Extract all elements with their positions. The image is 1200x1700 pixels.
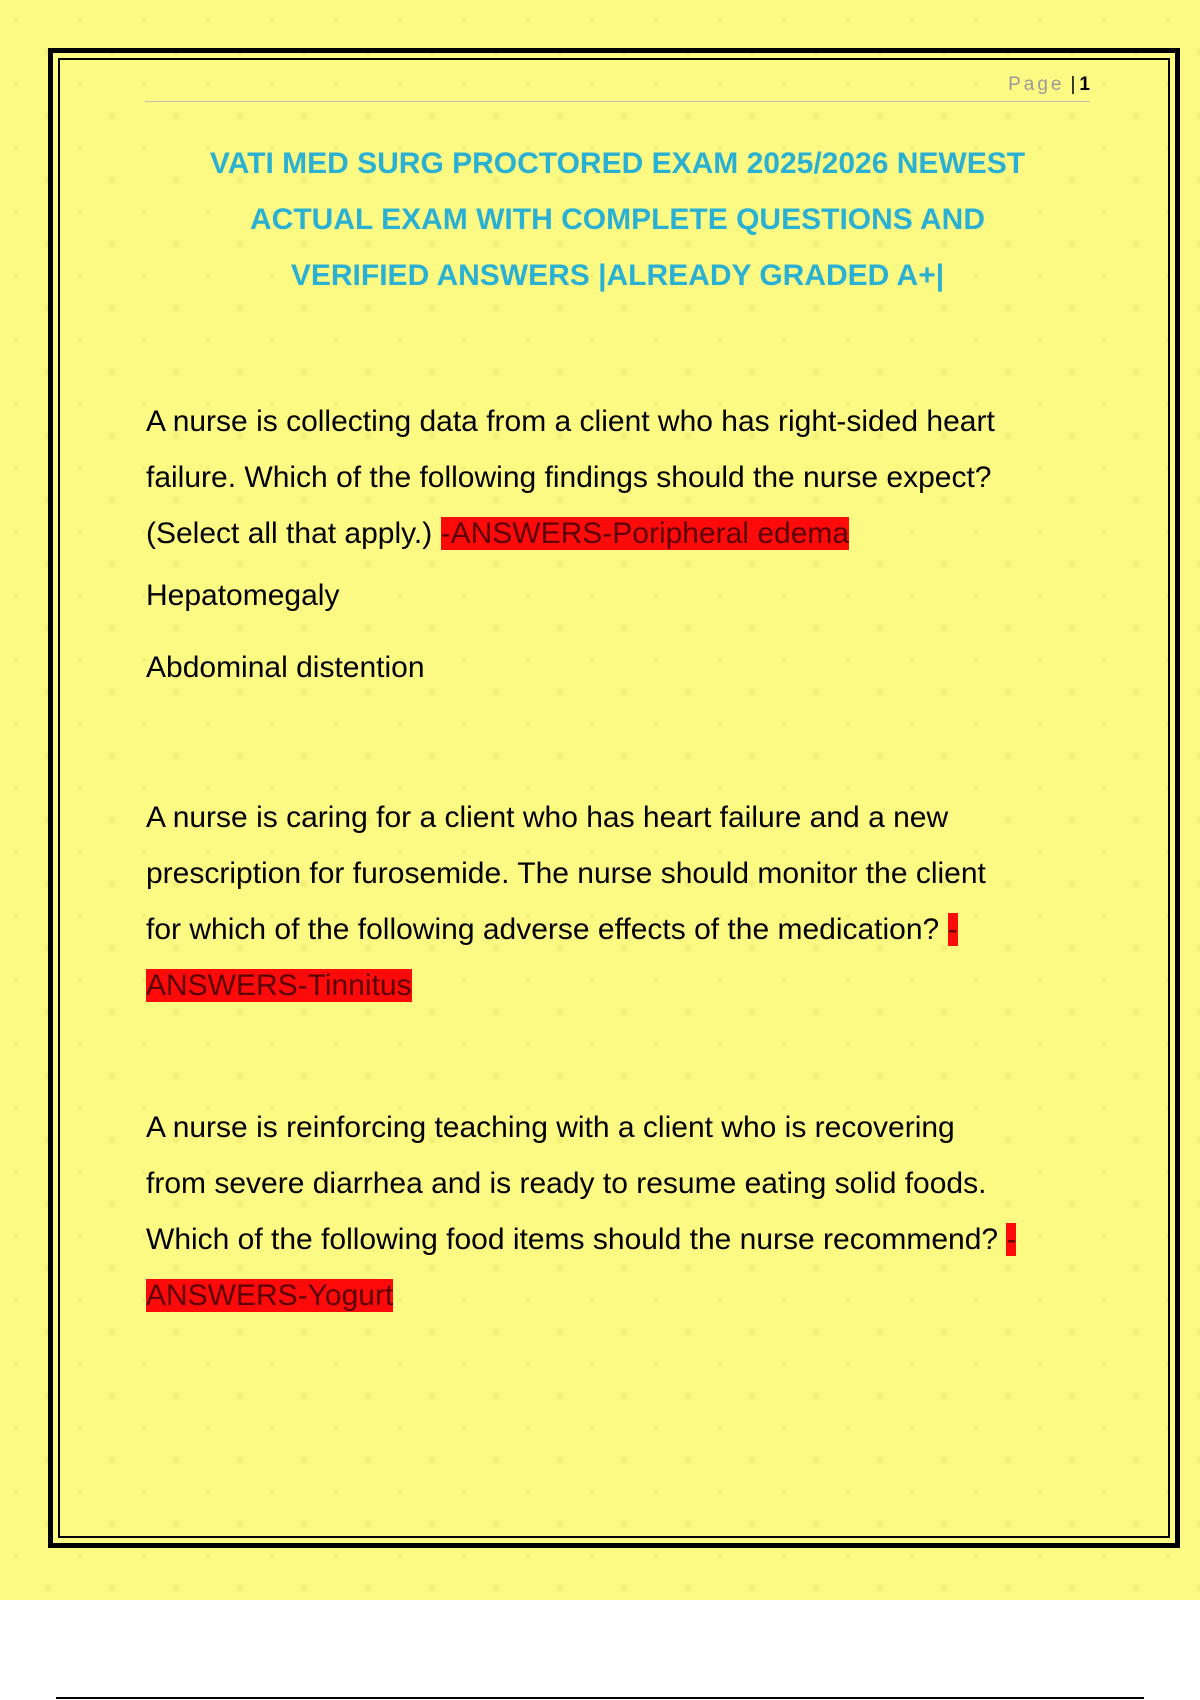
answer-item: Hepatomegaly: [146, 579, 340, 612]
page-number-header: [1008, 74, 1090, 96]
question-block: [146, 790, 1091, 1014]
question-text: (Select all that apply.): [146, 517, 441, 550]
answer-highlight: ANSWERS-Tinnitus: [146, 969, 412, 1002]
answer-highlight: -: [1006, 1223, 1017, 1256]
question-text-line: from severe diarrhea and is ready to resume eating solid foods.: [146, 1167, 987, 1200]
header-divider: [145, 101, 1090, 102]
question-block: [146, 1100, 1091, 1324]
question-text-line: [146, 958, 1091, 1014]
question-text-line: [146, 902, 1091, 958]
page-separator: |: [1070, 74, 1076, 95]
question-text-line: A nurse is caring for a client who has heart failure and a new: [146, 801, 949, 834]
document-title: [140, 136, 1095, 304]
answer-highlight: -: [947, 913, 958, 946]
question-text-line: A nurse is reinforcing teaching with a client who is recovering: [146, 1111, 955, 1144]
question-text-line: [146, 1212, 1091, 1268]
page-label: Page: [1008, 74, 1065, 95]
title-line: ACTUAL EXAM WITH COMPLETE QUESTIONS AND: [250, 203, 985, 236]
question-block: [146, 394, 1091, 688]
question-text-line: [146, 506, 1091, 562]
title-line: VATI MED SURG PROCTORED EXAM 2025/2026 NEWEST: [209, 147, 1026, 180]
question-text: Which of the following food items should the nurse recommend?: [146, 1223, 1007, 1256]
question-text-line: prescription for furosemide. The nurse should monitor the client: [146, 857, 986, 890]
title-line: VERIFIED ANSWERS |ALREADY GRADED A+|: [290, 259, 945, 292]
question-text-line: failure. Which of the following findings should the nurse expect?: [146, 461, 992, 494]
question-text-line: [146, 1268, 1091, 1324]
answer-highlight: ANSWERS-Yogurt: [146, 1279, 394, 1312]
answer-highlight: -ANSWERS-Poripheral edema: [440, 517, 850, 550]
question-text-line: A nurse is collecting data from a client who has right-sided heart: [146, 405, 995, 438]
document-body: [146, 394, 1091, 1324]
answer-item: Abdominal distention: [146, 651, 425, 684]
next-page-edge: [56, 1697, 1144, 1699]
page-number: 1: [1079, 74, 1090, 95]
question-text: for which of the following adverse effects of the medication?: [146, 913, 948, 946]
